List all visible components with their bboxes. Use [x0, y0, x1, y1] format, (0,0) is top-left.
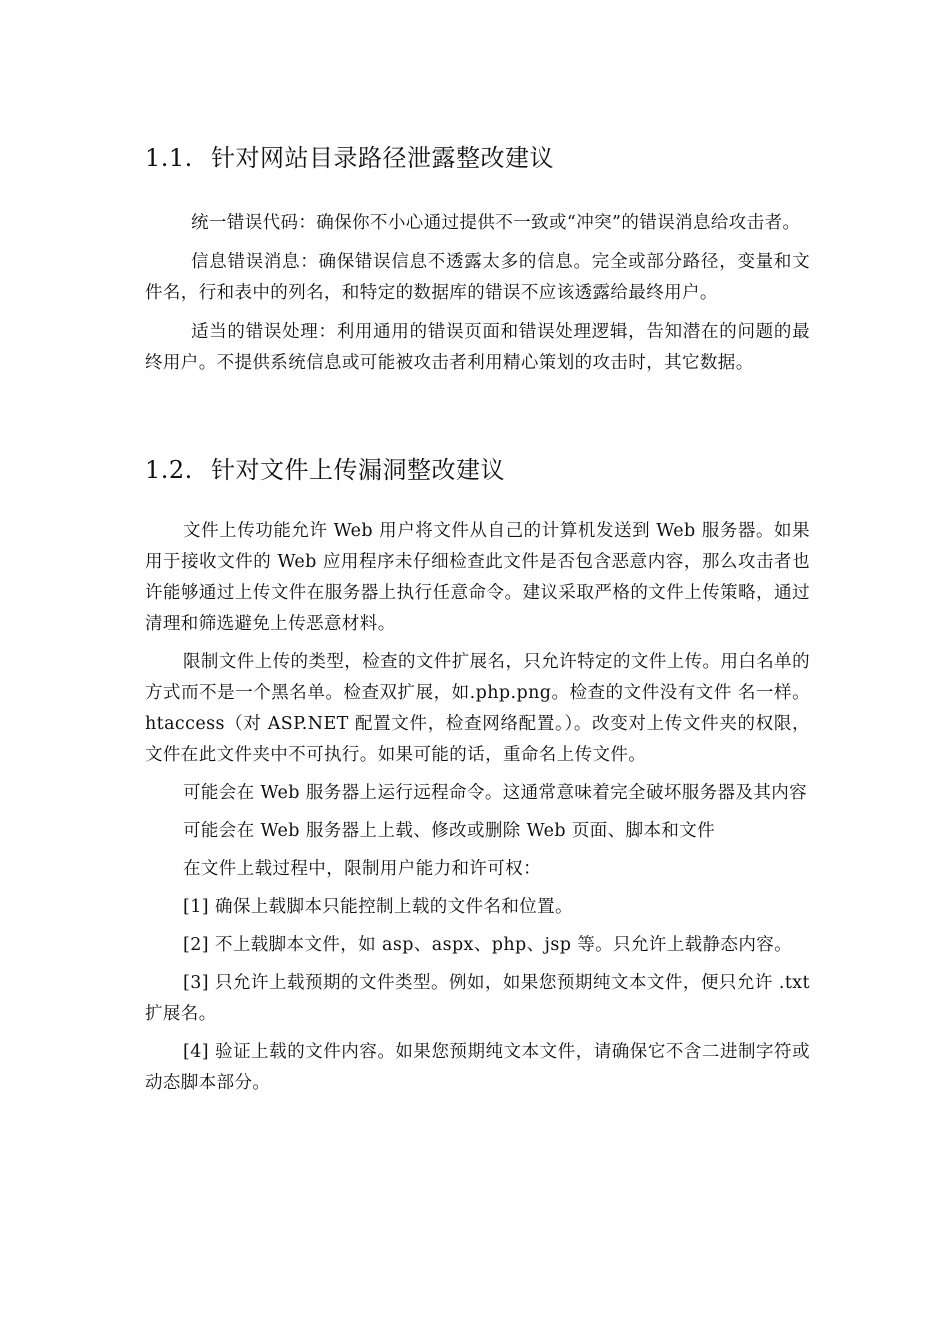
section-title: 针对网站目录路径泄露整改建议 [211, 144, 554, 172]
list-item: [4] 验证上载的文件内容。如果您预期纯文本文件，请确保它不含二进制字符或动态脚本部分。 [145, 1042, 810, 1093]
list-item: [2] 不上载脚本文件，如 asp、aspx、php、jsp 等。只允许上载静态内容。 [183, 935, 793, 955]
section-number: 1.2. [145, 456, 193, 484]
paragraph: 限制文件上传的类型，检查的文件扩展名，只允许特定的文件上传。用白名单的方式而不是一个黑名单。检查双扩展，如.php.png。检查的文件没有文件 名一样。htaccess（对 ASP.NET 配置文件，检查网络配置。）。改变对上传文件夹的权限，文件在此文件夹中不可执行。如果可能的话，重命名上传文件。 [145, 652, 810, 765]
list-item: [3] 只允许上载预期的文件类型。例如，如果您预期纯文本文件，便只允许 .txt 扩展名。 [145, 973, 810, 1024]
paragraph: 可能会在 Web 服务器上上载、修改或删除 Web 页面、脚本和文件 [183, 821, 716, 841]
paragraph: 统一错误代码：确保你不小心通过提供不一致或“冲突”的错误消息给攻击者。 [191, 213, 801, 233]
section-body-1-1 [145, 208, 810, 387]
section-body-1-2 [145, 516, 810, 1106]
paragraph: 信息错误消息：确保错误信息不透露太多的信息。完全或部分路径，变量和文件名，行和表中的列名，和特定的数据库的错误不应该透露给最终用户。 [145, 252, 810, 303]
section-heading-1-2 [145, 454, 505, 486]
section-number: 1.1. [145, 144, 193, 172]
list-item: [1] 确保上载脚本只能控制上载的文件名和位置。 [183, 897, 573, 917]
paragraph: 在文件上载过程中，限制用户能力和许可权： [183, 859, 541, 879]
paragraph: 可能会在 Web 服务器上运行远程命令。这通常意味着完全破坏服务器及其内容 [183, 783, 808, 803]
section-heading-1-1 [145, 142, 554, 174]
paragraph: 文件上传功能允许 Web 用户将文件从自己的计算机发送到 Web 服务器。如果用于接收文件的 Web 应用程序未仔细检查此文件是否包含恶意内容，那么攻击者也许能够通过上传文件在服务器上执行任意命令。建议采取严格的文件上传策略，通过清理和筛选避免上传恶意材料。 [145, 521, 810, 634]
section-title: 针对文件上传漏洞整改建议 [211, 456, 505, 484]
paragraph: 适当的错误处理：利用通用的错误页面和错误处理逻辑，告知潜在的问题的最终用户。不提供系统信息或可能被攻击者利用精心策划的攻击时，其它数据。 [145, 322, 810, 373]
